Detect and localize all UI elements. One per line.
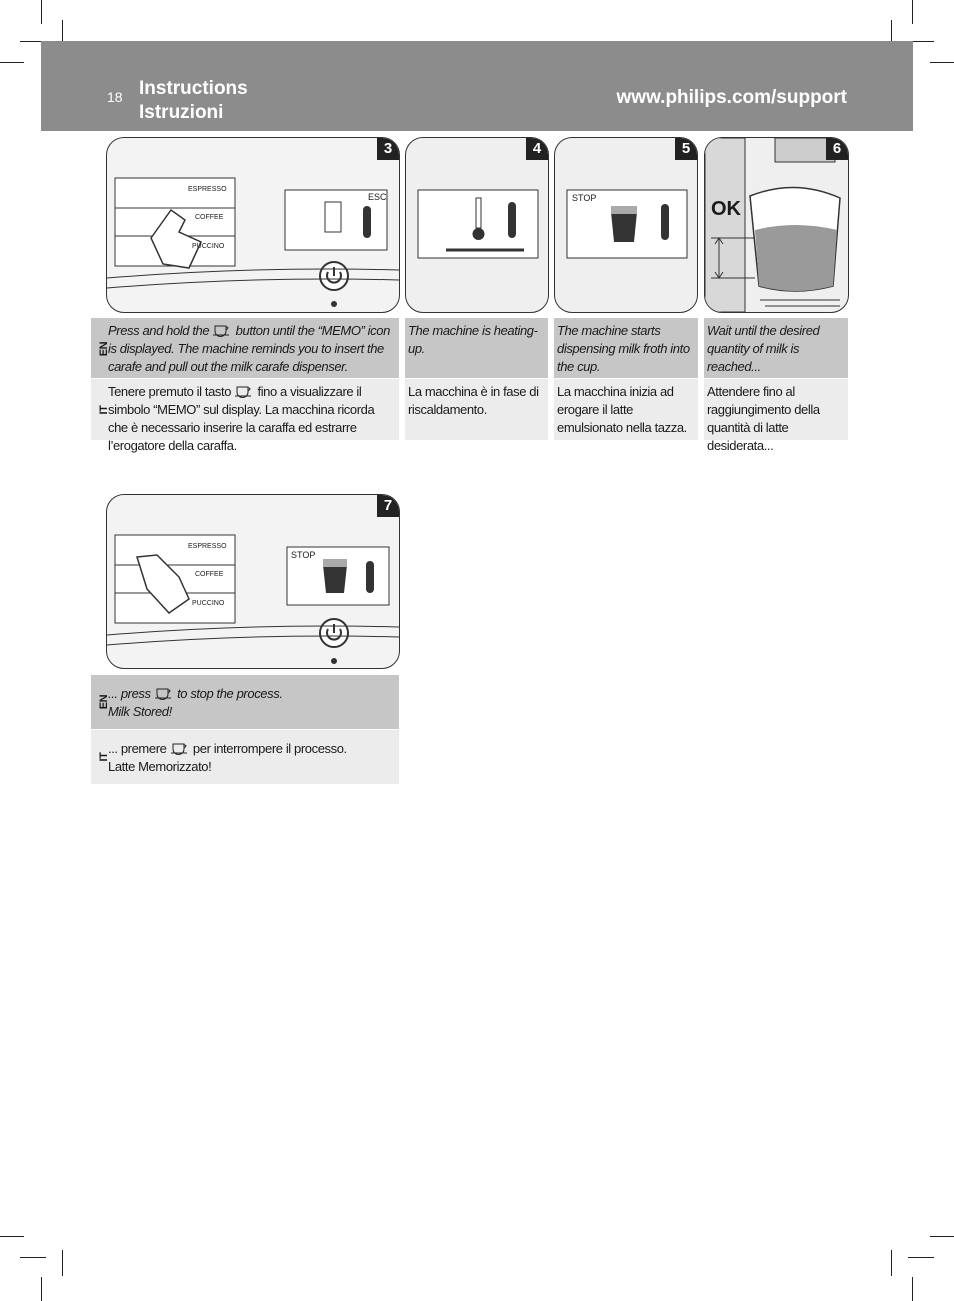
step-7-illustration [106,494,400,669]
title-it: Istruzioni [139,102,224,123]
espresso-label: ESPRESSO [188,543,227,550]
step-4-en-text: The machine is heating-up. [405,318,548,378]
control-panel-drawing [107,138,399,312]
control-panel-stop-drawing [107,495,399,668]
crop-mark [62,1250,63,1276]
step-number: 7 [377,495,399,517]
step-number: 6 [826,138,848,160]
step-3-it-after: fino a visualizzare il simbolo “MEMO” sul display. La macchina ricorda che è necessario inserire la caraffa ed estrarre l’erogatore della caraffa. [108,384,375,453]
crop-mark [908,1257,934,1258]
crop-mark [912,1277,913,1301]
support-url: www.philips.com/support [616,87,847,108]
title-en: Instructions [139,78,248,99]
memo-cup-icon [234,384,254,398]
memo-cup-icon [170,741,190,755]
step-3-en-after: button until the “MEMO” icon is displayed. The machine reminds you to insert the carafe and pull out the milk carafe dispenser. [108,323,390,374]
cappuccino-label: PUCCINO [192,243,225,250]
crop-mark [912,0,913,24]
stop-label: STOP [572,193,597,203]
step-number: 5 [675,138,697,160]
heating-display-drawing [406,138,548,312]
step-3-illustration [106,137,400,313]
lang-tag-en: EN [98,694,110,710]
step-7-en-after: to stop the process. [177,686,283,701]
lang-tag-it: IT [98,752,110,762]
cup-filling-drawing [705,138,848,312]
step-4-it-text: La macchina è in fase di riscaldamento. [405,379,548,440]
step-7-it-line2: Latte Memorizzato! [108,759,212,774]
step-5-it-text: La macchina inizia ad erogare il latte emulsionato nella tazza. [554,379,698,440]
step-6-it-text: Attendere fino al raggiungimento della quantità di latte desiderata... [704,379,848,440]
cappuccino-label: PUCCINO [192,600,225,607]
crop-mark [0,62,24,63]
lang-tag-en: EN [98,341,110,357]
step-3-it-before: Tenere premuto il tasto [108,384,232,399]
crop-mark [0,1236,24,1237]
crop-mark [41,0,42,24]
step-6-illustration [704,137,849,313]
step-7-en-before: ... press [108,686,151,701]
page-title [139,77,248,125]
crop-mark [930,62,954,63]
step-number: 4 [526,138,548,160]
lang-tag-it: IT [98,405,110,415]
stop-label: STOP [291,550,316,560]
step-3-it-text [91,379,399,453]
step-3-en-before: Press and hold the [108,323,210,338]
step-5-en-text: The machine starts dispensing milk froth into the cup. [554,318,698,378]
espresso-label: ESPRESSO [188,186,227,193]
crop-mark [20,1257,46,1258]
dispensing-display-drawing [555,138,697,312]
crop-mark [930,1236,954,1237]
step-3-en-text [91,318,399,378]
step-6-en-text: Wait until the desired quantity of milk is reached... [704,318,848,378]
page-header [41,41,913,131]
crop-mark [41,1277,42,1301]
ok-label: OK [711,198,741,220]
step-number: 3 [377,138,399,160]
step-7-it-text [91,730,399,784]
step-7-en-line2: Milk Stored! [108,704,172,719]
step-5-illustration [554,137,698,313]
page-number: 18 [107,89,123,105]
memo-cup-icon [154,686,174,700]
crop-mark [891,1250,892,1276]
coffee-label: COFFEE [195,571,224,578]
memo-cup-icon [212,323,232,337]
coffee-label: COFFEE [195,214,224,221]
step-7-it-after: per interrompere il processo. [192,741,347,756]
step-7-en-text [91,675,399,729]
step-4-illustration [405,137,549,313]
step-7-it-before: ... premere [108,741,167,756]
esc-label: ESC [368,192,387,202]
